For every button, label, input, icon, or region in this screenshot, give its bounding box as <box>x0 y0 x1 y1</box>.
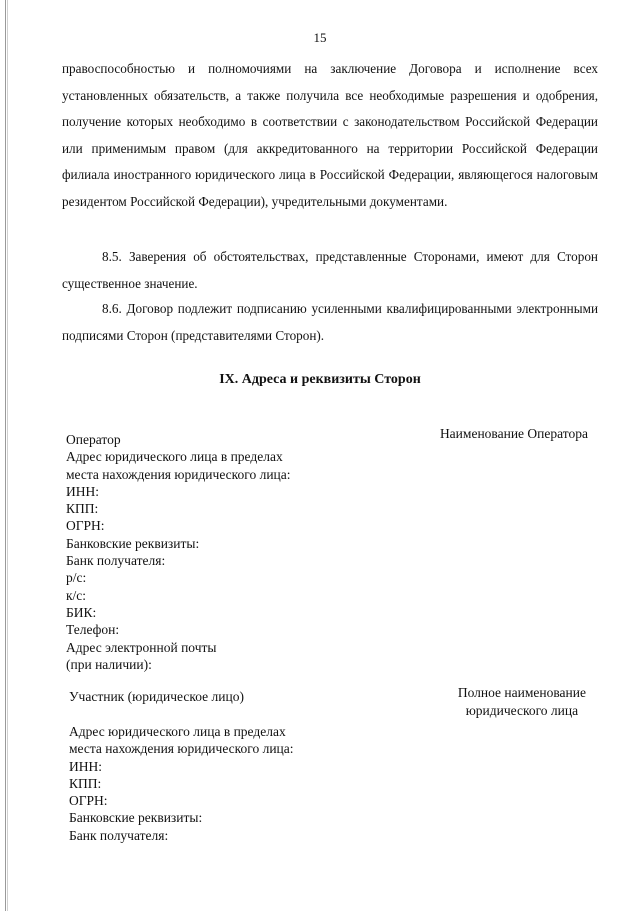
operator-field: ОГРН: <box>66 518 105 534</box>
page-edge-line <box>5 0 6 911</box>
operator-name-placeholder: Наименование Оператора <box>439 426 588 441</box>
operator-field: Адрес электронной почты <box>66 639 217 655</box>
operator-field: р/с: <box>66 570 87 586</box>
operator-field: Телефон: <box>66 622 120 638</box>
participant-name-line: Полное наименование <box>457 685 586 700</box>
paragraph-continuation: правоспособностью и полномочиями на заключение Договора и исполнение всех установленных обязательств, а также получила все необходимые разрешения и одобрения, получение которых необходимо в соответствии с законодательством Российской Федерации или применимым правом (для аккредитованного на территории Российской Федерации филиала иностранного юридического лица в Российской Федерации, являющегося налоговым резидентом Российской Федерации), учредительными документами. <box>62 61 598 209</box>
paragraph-8-5: 8.5. Заверения об обстоятельствах, представленные Сторонами, имеют для Сторон существенное значение. <box>62 249 598 291</box>
operator-field: Банковские реквизиты: <box>66 535 200 551</box>
section-title: IX. Адреса и реквизиты Сторон <box>219 372 421 387</box>
operator-field: (при наличии): <box>66 656 152 672</box>
page-number: 15 <box>313 30 327 45</box>
participant-field: Банковские реквизиты: <box>69 810 203 826</box>
operator-requisites <box>66 431 291 673</box>
participant-field: ИНН: <box>69 758 102 774</box>
participant-name-line: юридического лица <box>465 703 579 718</box>
participant-field: места нахождения юридического лица: <box>69 741 294 757</box>
operator-field: КПП: <box>66 501 99 517</box>
operator-field: к/с: <box>66 587 87 603</box>
operator-field: БИК: <box>66 604 97 620</box>
paragraph-8-6: 8.6. Договор подлежит подписанию усиленными квалифицированными электронными подписями Сторон (представителями Сторон). <box>62 301 598 343</box>
operator-label: Оператор <box>66 432 121 447</box>
participant-field: Адрес юридического лица в пределах <box>69 724 286 739</box>
page-edge-line-secondary <box>7 0 8 911</box>
participant-requisites <box>69 723 294 844</box>
participant-label: Участник (юридическое лицо) <box>69 689 244 704</box>
operator-field: Адрес юридического лица в пределах <box>66 449 283 465</box>
operator-field: ИНН: <box>66 483 99 499</box>
participant-field: КПП: <box>69 775 102 791</box>
participant-name-placeholder <box>458 684 586 720</box>
participant-field: Банк получателя: <box>69 827 169 843</box>
operator-field: Банк получателя: <box>66 553 166 569</box>
participant-field: ОГРН: <box>69 793 108 809</box>
operator-field: места нахождения юридического лица: <box>66 466 291 482</box>
